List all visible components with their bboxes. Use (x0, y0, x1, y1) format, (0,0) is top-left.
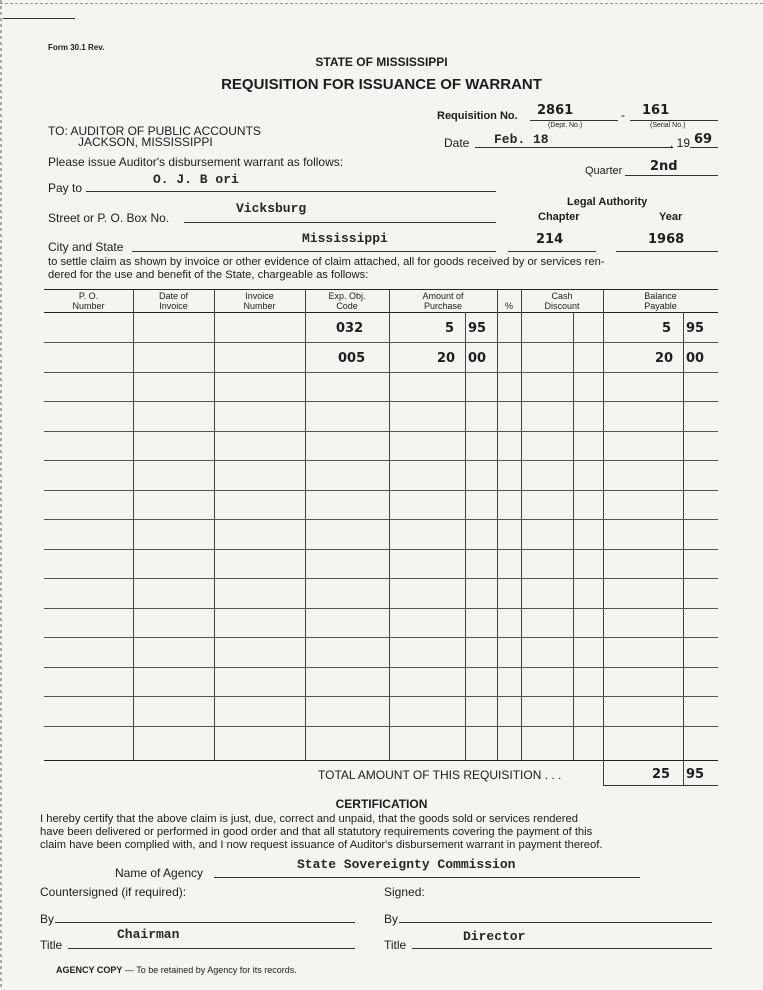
claim-text-line1: to settle claim as shown by invoice or other evidence of claim attached, all for goods received by or services ren- (48, 256, 605, 268)
pay-to-line (86, 191, 496, 192)
agency-value: State Sovereignty Commission (297, 857, 516, 872)
dept-serial-dash: - (621, 108, 625, 122)
agency-label: Name of Agency (115, 866, 204, 880)
row2-amount-dollars: 20 (437, 351, 456, 366)
serial-no-line (630, 120, 718, 121)
dept-no-caption: (Dept. No.) (548, 122, 583, 129)
certification-line3: claim have been complied with, and I now request issuance of Auditor's disbursement warrant in payment thereof. (40, 839, 603, 851)
main-title: REQUISITION FOR ISSUANCE OF WARRANT (221, 76, 542, 93)
quarter-value: 2nd (650, 159, 678, 174)
legal-year-label: Year (659, 211, 683, 223)
table-header-rule (44, 312, 718, 313)
dept-no-line (530, 120, 618, 121)
agency-line (214, 877, 640, 878)
table-top-rule (44, 289, 718, 290)
footer (56, 965, 297, 975)
total-cents: 95 (686, 767, 705, 782)
scan-top-edge (0, 3, 763, 4)
right-title-label: Title (384, 938, 407, 952)
serial-no-value: 161 (642, 103, 670, 118)
quarter-line (625, 175, 718, 176)
countersigned-label: Countersigned (if required): (40, 885, 187, 899)
row1-code: 032 (336, 321, 364, 336)
row2-balance-dollars: 20 (655, 351, 674, 366)
table-row-rule (44, 401, 718, 402)
street-label: Street or P. O. Box No. (48, 211, 170, 225)
table-row-rule (44, 460, 718, 461)
table-row-rule (44, 726, 718, 727)
chapter-value: 214 (536, 232, 564, 247)
certification-title: CERTIFICATION (335, 797, 428, 811)
left-by-line (55, 922, 355, 923)
agency-copy-note: — To be retained by Agency for its records. (124, 965, 297, 975)
table-vline (389, 289, 390, 760)
pay-to-value: O. J. B ori (153, 172, 239, 187)
date-label: Date (444, 136, 470, 150)
table-row-rule (44, 342, 718, 343)
addressee-line1: TO: AUDITOR OF PUBLIC ACCOUNTS (48, 124, 261, 138)
legal-year-line (616, 251, 718, 252)
legal-year-value: 1968 (648, 232, 685, 247)
col-head-cash-discount: Cash Discount (544, 291, 580, 311)
col-head-balance: Balance Payable (644, 291, 677, 311)
dept-no-value: 2861 (537, 103, 574, 118)
col-head-po: P. O. Number (72, 291, 105, 311)
table-vline (497, 289, 498, 760)
table-bottom-rule (44, 760, 718, 761)
col-head-exp-code: Exp. Obj. Code (328, 291, 366, 311)
table-row-rule (44, 696, 718, 697)
serial-no-caption: (Serial No.) (650, 122, 686, 129)
state-title: STATE OF MISSISSIPPI (315, 55, 448, 69)
row1-balance-dollars: 5 (662, 321, 672, 336)
total-line (603, 785, 718, 786)
row1-balance-cents: 95 (686, 321, 705, 336)
table-vline (305, 289, 306, 760)
table-row-rule (44, 637, 718, 638)
right-by-line (399, 922, 712, 923)
quarter-label: Quarter (585, 165, 623, 177)
total-label: TOTAL AMOUNT OF THIS REQUISITION . . . (318, 768, 562, 782)
date-value: Feb. 18 (494, 132, 549, 147)
table-row-rule (44, 490, 718, 491)
legal-authority-title: Legal Authority (567, 196, 648, 208)
chapter-label: Chapter (538, 211, 580, 223)
left-by-label: By (40, 912, 55, 926)
left-title-value: Chairman (117, 927, 180, 942)
table-vline (603, 289, 604, 760)
row1-amount-cents: 95 (468, 321, 487, 336)
row2-balance-cents: 00 (686, 351, 705, 366)
row1-amount-dollars: 5 (445, 321, 455, 336)
col-head-pct: % (504, 301, 513, 311)
chapter-line (508, 251, 596, 252)
scan-mark (3, 18, 75, 19)
street-value: Vicksburg (236, 201, 307, 216)
certification-line2: have been delivered or performed in good order and that all statutory requirements covering the payment of this (40, 826, 593, 838)
agency-copy-label: AGENCY COPY (56, 965, 123, 975)
right-title-value: Director (463, 929, 526, 944)
col-head-invoice-number: Invoice Number (243, 291, 276, 311)
table-row-rule (44, 372, 718, 373)
certification-line1: I hereby certify that the above claim is just, due, correct and unpaid, that the goods sold or services rendered (40, 813, 578, 825)
street-line (184, 222, 496, 223)
table-row-rule (44, 578, 718, 579)
total-left-rule (603, 760, 604, 785)
row2-amount-cents: 00 (468, 351, 487, 366)
year-prefix: , 19 (670, 136, 691, 150)
city-line (132, 251, 496, 252)
claim-text-line2: dered for the use and benefit of the State, chargeable as follows: (48, 269, 369, 281)
table-row-rule (44, 431, 718, 432)
year-line (690, 147, 718, 148)
total-dollars: 25 (652, 767, 671, 782)
table-row-rule (44, 667, 718, 668)
left-title-line (68, 948, 355, 949)
pay-to-label: Pay to (48, 181, 83, 195)
table-vline (573, 312, 574, 760)
city-value: Mississippi (302, 231, 388, 246)
col-head-amount: Amount of Purchase (422, 291, 464, 311)
table-vline (521, 289, 522, 760)
table-vline (465, 312, 466, 760)
table-row-rule (44, 608, 718, 609)
addressee-line2: JACKSON, MISSISSIPPI (78, 135, 213, 149)
right-by-label: By (384, 912, 399, 926)
form-number: Form 30.1 Rev. (48, 43, 105, 52)
requisition-label: Requisition No. (437, 110, 518, 122)
scan-edge (0, 0, 2, 990)
col-head-date-invoice: Date of Invoice (158, 291, 189, 311)
left-title-label: Title (40, 938, 63, 952)
right-title-line (412, 948, 712, 949)
table-row-rule (44, 519, 718, 520)
table-row-rule (44, 549, 718, 550)
instruction-text: Please issue Auditor's disbursement warrant as follows: (48, 155, 344, 169)
city-label: City and State (48, 240, 124, 254)
date-line (475, 147, 673, 148)
signed-label: Signed: (384, 885, 425, 899)
table-vline (214, 289, 215, 760)
row2-code: 005 (338, 351, 366, 366)
year-value: 69 (694, 132, 713, 147)
table-vline (133, 289, 134, 760)
